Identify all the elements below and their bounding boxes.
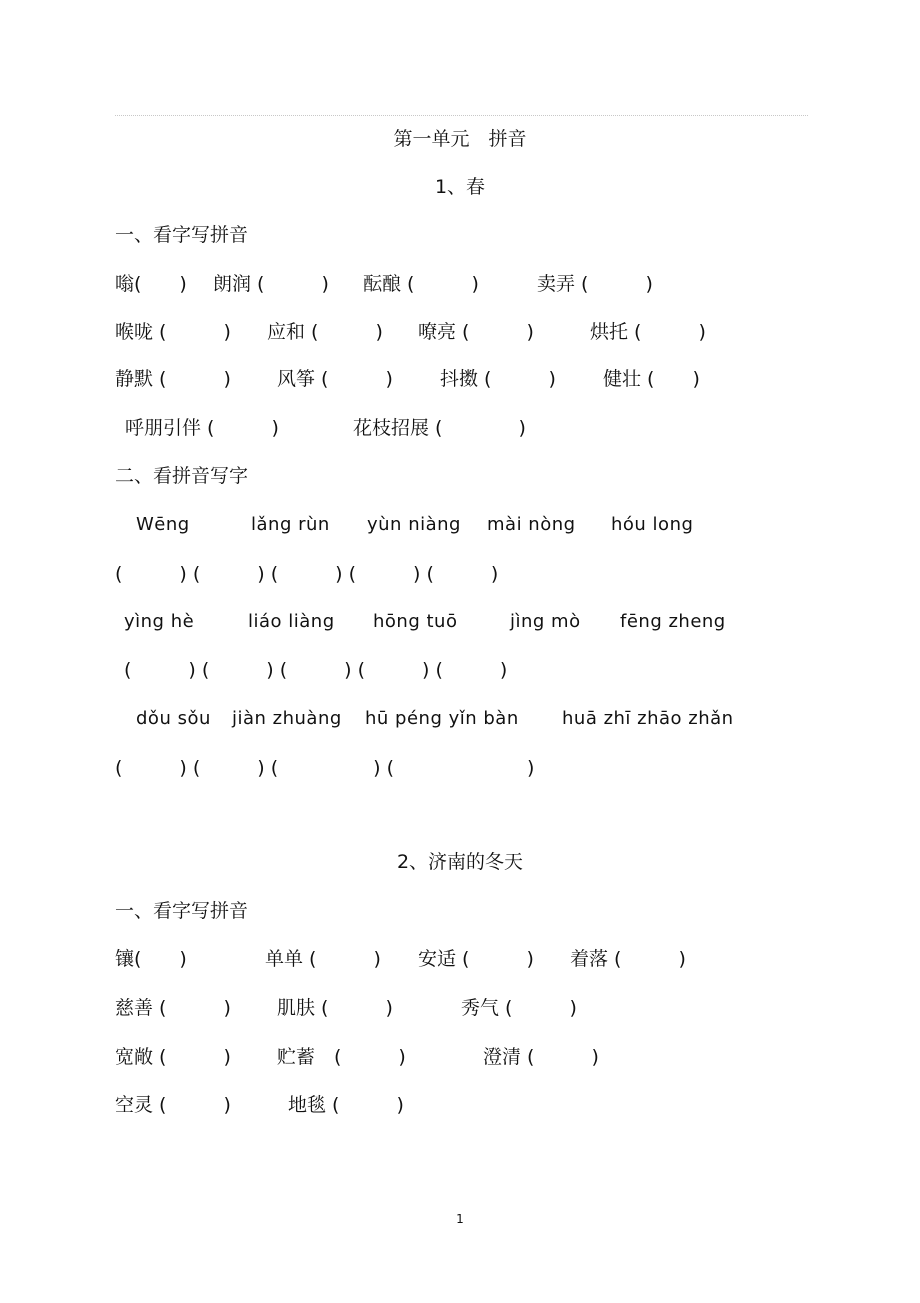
- pinyin-item: jiàn zhuàng: [232, 708, 342, 729]
- word-item: 喉咙 ( ): [115, 321, 231, 343]
- pinyin-item: liáo liàng: [248, 611, 335, 632]
- word-item: 镶( ): [115, 948, 187, 970]
- word-item: 地毯 ( ): [288, 1094, 404, 1116]
- pinyin-item: fēng zheng: [620, 611, 726, 632]
- pinyin-item: hū péng yǐn bàn: [365, 708, 519, 729]
- lesson1-section1-heading: 一、看字写拼音: [115, 224, 249, 246]
- lesson1-section2-heading: 二、看拼音写字: [115, 465, 249, 487]
- answer-brackets-row: ( ) ( ) ( ) ( ) ( ): [124, 659, 508, 681]
- lesson1-title: 1、春: [434, 176, 486, 198]
- word-item: 呼朋引伴 ( ): [125, 417, 279, 439]
- lesson2-section1-heading: 一、看字写拼音: [115, 900, 249, 922]
- word-item: 花枝招展 ( ): [353, 417, 526, 439]
- word-item: 肌肤 ( ): [277, 997, 393, 1019]
- pinyin-item: huā zhī zhāo zhǎn: [562, 708, 734, 729]
- answer-brackets-row: ( ) ( ) ( ) ( ) ( ): [115, 563, 499, 585]
- word-item: 朗润 ( ): [213, 273, 329, 295]
- pinyin-item: hōng tuō: [373, 611, 458, 632]
- pinyin-item: lǎng rùn: [251, 514, 330, 535]
- lesson2-title: 2、济南的冬天: [396, 851, 524, 873]
- word-item: 酝酿 ( ): [363, 273, 479, 295]
- answer-brackets-row: ( ) ( ) ( ) ( ): [115, 757, 535, 779]
- word-item: 健壮 ( ): [603, 368, 700, 390]
- word-item: 风筝 ( ): [277, 368, 393, 390]
- word-item: 贮蓄 ( ): [277, 1046, 406, 1068]
- word-item: 烘托 ( ): [590, 321, 706, 343]
- pinyin-item: jìng mò: [510, 611, 581, 632]
- pinyin-item: Wēng: [136, 514, 190, 535]
- word-item: 抖擞 ( ): [440, 368, 556, 390]
- pinyin-item: mài nòng: [487, 514, 576, 535]
- word-item: 安适 ( ): [418, 948, 534, 970]
- word-item: 着落 ( ): [570, 948, 686, 970]
- word-item: 嘹亮 ( ): [418, 321, 534, 343]
- word-item: 宽敞 ( ): [115, 1046, 231, 1068]
- word-item: 嗡( ): [115, 273, 187, 295]
- word-item: 空灵 ( ): [115, 1094, 231, 1116]
- unit-title: 第一单元 拼音: [393, 128, 527, 150]
- word-item: 单单 ( ): [265, 948, 381, 970]
- word-item: 慈善 ( ): [115, 997, 231, 1019]
- word-item: 静默 ( ): [115, 368, 231, 390]
- pinyin-item: hóu long: [611, 514, 694, 535]
- page-number: 1: [456, 1212, 464, 1226]
- word-item: 应和 ( ): [267, 321, 383, 343]
- pinyin-item: dǒu sǒu: [136, 708, 211, 729]
- word-item: 澄清 ( ): [483, 1046, 599, 1068]
- header-dotted-rule: [115, 115, 808, 116]
- word-item: 卖弄 ( ): [537, 273, 653, 295]
- pinyin-item: yìng hè: [124, 611, 195, 632]
- pinyin-item: yùn niàng: [367, 514, 461, 535]
- word-item: 秀气 ( ): [461, 997, 577, 1019]
